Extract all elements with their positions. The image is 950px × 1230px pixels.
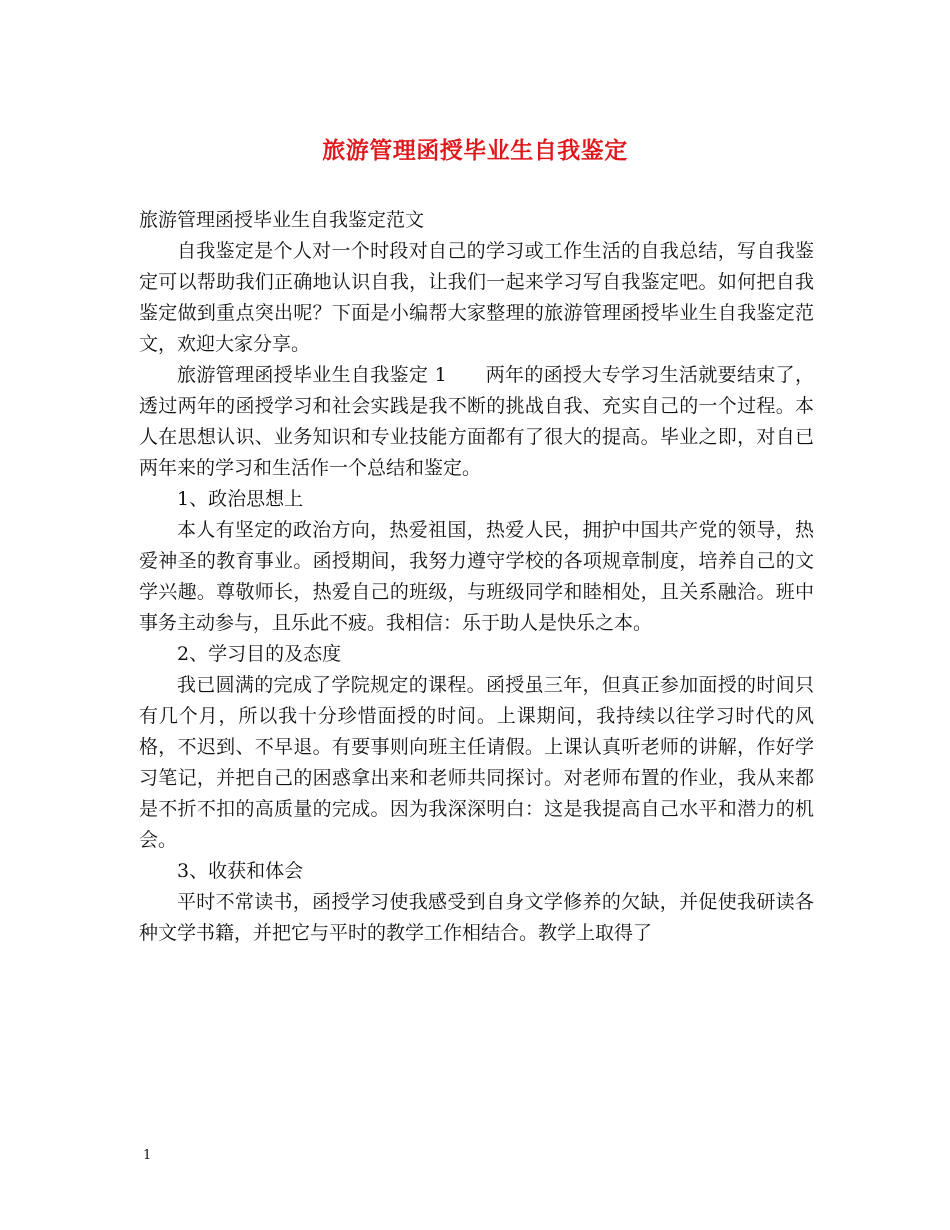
paragraph-subtitle: 旅游管理函授毕业生自我鉴定范文 <box>139 209 425 231</box>
paragraph-gains: 平时不常读书，函授学习使我感受到自身文学修养的欠缺，并促使我研读各种文学书籍，并把它与平时的教学工作相结合。教学上取得了 <box>139 891 814 944</box>
document-body <box>139 205 814 949</box>
page-number: 1 <box>143 1148 152 1163</box>
paragraph-political-thought: 本人有坚定的政治方向，热爱祖国，热爱人民，拥护中国共产党的领导，热爱神圣的教育事业。函授期间，我努力遵守学校的各项规章制度，培养自己的文学兴趣。尊敬师长，热爱自己的班级，与班级同学和睦相处，且关系融洽。班中事务主动参与，且乐此不疲。我相信：乐于助人是快乐之本。 <box>139 519 814 634</box>
paragraph-section-1-intro: 旅游管理函授毕业生自我鉴定 1 两年的函授大专学习生活就要结束了，透过两年的函授学习和社会实践是我不断的挑战自我、充实自己的一个过程。本人在思想认识、业务知识和专业技能方面都有了很大的提高。毕业之即，对自已两年来的学习和生活作一个总结和鉴定。 <box>139 364 814 479</box>
paragraph-intro: 自我鉴定是个人对一个时段对自己的学习或工作生活的自我总结，写自我鉴定可以帮助我们正确地认识自我，让我们一起来学习写自我鉴定吧。如何把自我鉴定做到重点突出呢？下面是小编帮大家整理的旅游管理函授毕业生自我鉴定范文，欢迎大家分享。 <box>139 240 814 355</box>
heading-gains: 3、收获和体会 <box>177 860 304 882</box>
paragraph-study-attitude: 我已圆满的完成了学院规定的课程。函授虽三年，但真正参加面授的时间只有几个月，所以我十分珍惜面授的时间。上课期间，我持续以往学习时代的风格，不迟到、不早退。有要事则向班主任请假。上课认真听老师的讲解，作好学习笔记，并把自己的困惑拿出来和老师共同探讨。对老师布置的作业，我从来都是不折不扣的高质量的完成。因为我深深明白：这是我提高自己水平和潜力的机会。 <box>139 674 814 851</box>
heading-political-thought: 1、政治思想上 <box>177 488 304 510</box>
document-title: 旅游管理函授毕业生自我鉴定 <box>322 137 628 164</box>
heading-study-attitude: 2、学习目的及态度 <box>177 643 342 665</box>
